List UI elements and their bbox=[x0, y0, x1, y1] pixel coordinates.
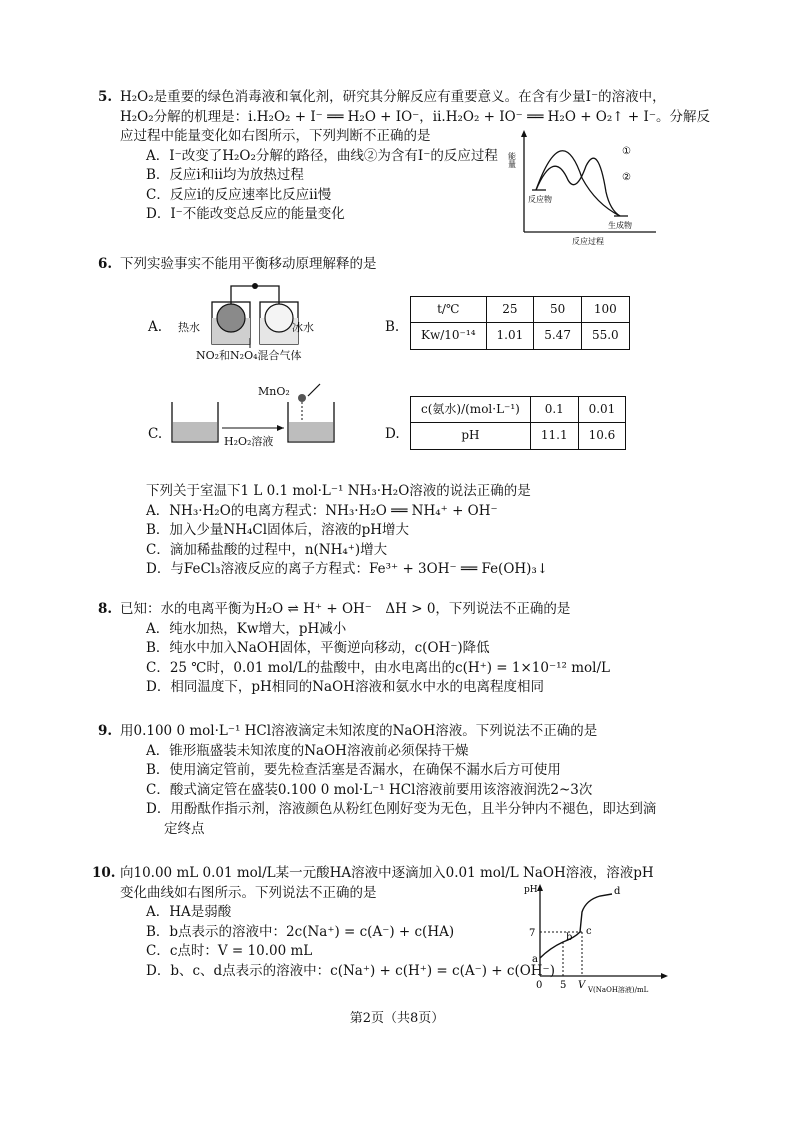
table-header-cell: 25 bbox=[486, 297, 534, 323]
option-c: C．反应ⅰ的反应速率比反应ⅱ慢 bbox=[146, 186, 332, 203]
table-cell: 55.0 bbox=[581, 323, 629, 349]
option-d-letter: D. bbox=[385, 426, 400, 442]
question-stem: 已知：水的电离平衡为H₂O ⇌ H⁺ + OH⁻ ΔH > 0，下列说法不正确的是 bbox=[120, 601, 571, 617]
table-header-cell: 50 bbox=[534, 297, 582, 323]
energy-diagram bbox=[507, 128, 660, 246]
table-header-cell: t/℃ bbox=[411, 297, 487, 323]
mno2-label: MnO₂ bbox=[258, 385, 290, 398]
question-stem-line: H₂O₂是重要的绿色消毒液和氧化剂，研究其分解反应有重要意义。在含有少量I⁻的溶液中， bbox=[120, 89, 666, 105]
table-header-cell: 100 bbox=[581, 297, 629, 323]
table-header-cell: 0.1 bbox=[530, 397, 578, 423]
option-b: B．加入少量NH₄Cl固体后，溶液的pH增大 bbox=[146, 522, 409, 539]
option-a: A．I⁻改变了H₂O₂分解的路径，曲线②为含有I⁻的反应过程 bbox=[146, 147, 498, 164]
option-b: B．使用滴定管前，要先检查活塞是否漏水，在确保不漏水后方可使用 bbox=[146, 762, 561, 779]
question-8 bbox=[98, 600, 680, 698]
table-row-label: Kw/10⁻¹⁴ bbox=[411, 323, 487, 349]
ammonia-ph-table bbox=[410, 396, 626, 450]
question-number: 10. bbox=[92, 865, 116, 881]
option-d: D．相同温度下，pH相同的NaOH溶液和氨水中水的电离程度相同 bbox=[146, 679, 544, 696]
hot-water-label: 热水 bbox=[178, 321, 200, 334]
question-stem-line: 变化曲线如右图所示。下列说法不正确的是 bbox=[120, 884, 377, 901]
question-number: 8. bbox=[98, 601, 113, 617]
question-number: 5. bbox=[98, 89, 113, 105]
option-b: B．纯水中加入NaOH固体，平衡逆向移动，c(OH⁻)降低 bbox=[146, 640, 490, 657]
option-b: B．反应ⅰ和ⅱ均为放热过程 bbox=[146, 167, 304, 184]
question-number: 6. bbox=[98, 256, 113, 272]
tick-label-0: 0 bbox=[536, 980, 543, 991]
h2o2-solution-label: H₂O₂溶液 bbox=[224, 435, 274, 448]
question-6 bbox=[98, 255, 680, 275]
option-c: C．25 ℃时，0.01 mol/L的盐酸中，由水电离出的c(H⁺) = 1×10⁻¹² mol/L bbox=[146, 659, 610, 676]
option-a: A．纯水加热，Kw增大，pH减小 bbox=[146, 620, 347, 637]
question-stem: 下列实验事实不能用平衡移动原理解释的是 bbox=[120, 256, 377, 272]
question-number: 9. bbox=[98, 723, 113, 739]
axis-label-progress: 反应过程 bbox=[572, 237, 604, 246]
reactant-label: 反应物 bbox=[528, 195, 552, 204]
page-footer: 第2页（共8页） bbox=[349, 1011, 445, 1026]
question-9 bbox=[98, 722, 680, 839]
table-cell: 5.47 bbox=[534, 323, 582, 349]
table-row-label: pH bbox=[411, 423, 531, 449]
axis-label-volume: V(NaOH溶液)/mL bbox=[588, 986, 649, 994]
point-a-label: a bbox=[532, 954, 538, 965]
table-cell: 11.1 bbox=[530, 423, 578, 449]
table-cell: 1.01 bbox=[486, 323, 534, 349]
option-d: D．用酚酞作指示剂，溶液颜色从粉红色刚好变为无色，且半分钟内不褪色，即达到滴 bbox=[146, 801, 657, 818]
option-b-letter: B. bbox=[385, 319, 400, 335]
option-b: B．b点表示的溶液中：2c(Na⁺) = c(A⁻) + c(HA) bbox=[146, 923, 455, 940]
kw-table bbox=[410, 296, 630, 350]
axis-label-energy: 能量 bbox=[507, 152, 517, 168]
table-cell: 10.6 bbox=[578, 423, 626, 449]
question-stem-line: 应过程中能量变化如右图所示，下列判断不正确的是 bbox=[120, 128, 431, 145]
tick-label-7: 7 bbox=[529, 928, 536, 939]
question-stem: 用0.100 0 mol·L⁻¹ HCl溶液滴定未知浓度的NaOH溶液。下列说法不正确的是 bbox=[120, 723, 598, 739]
option-a: A．NH₃·H₂O的电离方程式：NH₃·H₂O ══ NH₄⁺ + OH⁻ bbox=[146, 502, 498, 519]
option-c: C．酸式滴定管在盛装0.100 0 mol·L⁻¹ HCl溶液前要用该溶液润洗2~3次 bbox=[146, 781, 593, 798]
question-stem-line: 向10.00 mL 0.01 mol/L某一元酸HA溶液中逐滴加入0.01 mol/L NaOH溶液，溶液pH bbox=[120, 865, 654, 881]
table-header-cell: c(氨水)/(mol·L⁻¹) bbox=[411, 397, 531, 423]
point-b-label: b bbox=[566, 932, 573, 943]
option-d-continued: 定终点 bbox=[164, 820, 205, 837]
tick-label-5: 5 bbox=[560, 980, 567, 991]
axis-label-ph: pH bbox=[524, 885, 538, 895]
product-label: 生成物 bbox=[608, 221, 632, 230]
question-stem: 下列关于室温下1 L 0.1 mol·L⁻¹ NH₃·H₂O溶液的说法正确的是 bbox=[146, 483, 531, 499]
curve-2-label: ② bbox=[622, 172, 631, 183]
ice-water-label: 冰水 bbox=[292, 321, 314, 334]
tick-label-v: V bbox=[578, 980, 586, 991]
titration-curve bbox=[520, 882, 670, 994]
option-a: A．锥形瓶盛装未知浓度的NaOH溶液前必须保持干燥 bbox=[146, 742, 469, 759]
point-d-label: d bbox=[614, 886, 621, 897]
option-c: C．c点时：V = 10.00 mL bbox=[146, 943, 313, 960]
point-c-label: c bbox=[586, 926, 592, 937]
option-d: D．I⁻不能改变总反应的能量变化 bbox=[146, 206, 345, 223]
gas-mixture-label: NO₂和N₂O₄混合气体 bbox=[196, 349, 302, 362]
option-d: D．与FeCl₃溶液反应的离子方程式：Fe³⁺ + 3OH⁻ ══ Fe(OH)₃↓ bbox=[146, 561, 549, 578]
option-c: C．滴加稀盐酸的过程中，n(NH₄⁺)增大 bbox=[146, 541, 388, 558]
option-d: D．b、c、d点表示的溶液中：c(Na⁺) + c(H⁺) = c(A⁻) + c(OH⁻) bbox=[146, 962, 555, 979]
table-header-cell: 0.01 bbox=[578, 397, 626, 423]
option-c-letter: C. bbox=[148, 426, 163, 442]
question-7 bbox=[120, 482, 680, 580]
option-a-letter: A. bbox=[148, 319, 163, 335]
option-a: A．HA是弱酸 bbox=[146, 904, 232, 921]
curve-1-label: ① bbox=[622, 146, 631, 157]
question-stem-line: H₂O₂分解的机理是：ⅰ.H₂O₂ + I⁻ ══ H₂O + IO⁻，ⅱ.H₂O₂ + IO⁻ ══ H₂O + O₂↑ + I⁻。分解反 bbox=[120, 108, 710, 125]
